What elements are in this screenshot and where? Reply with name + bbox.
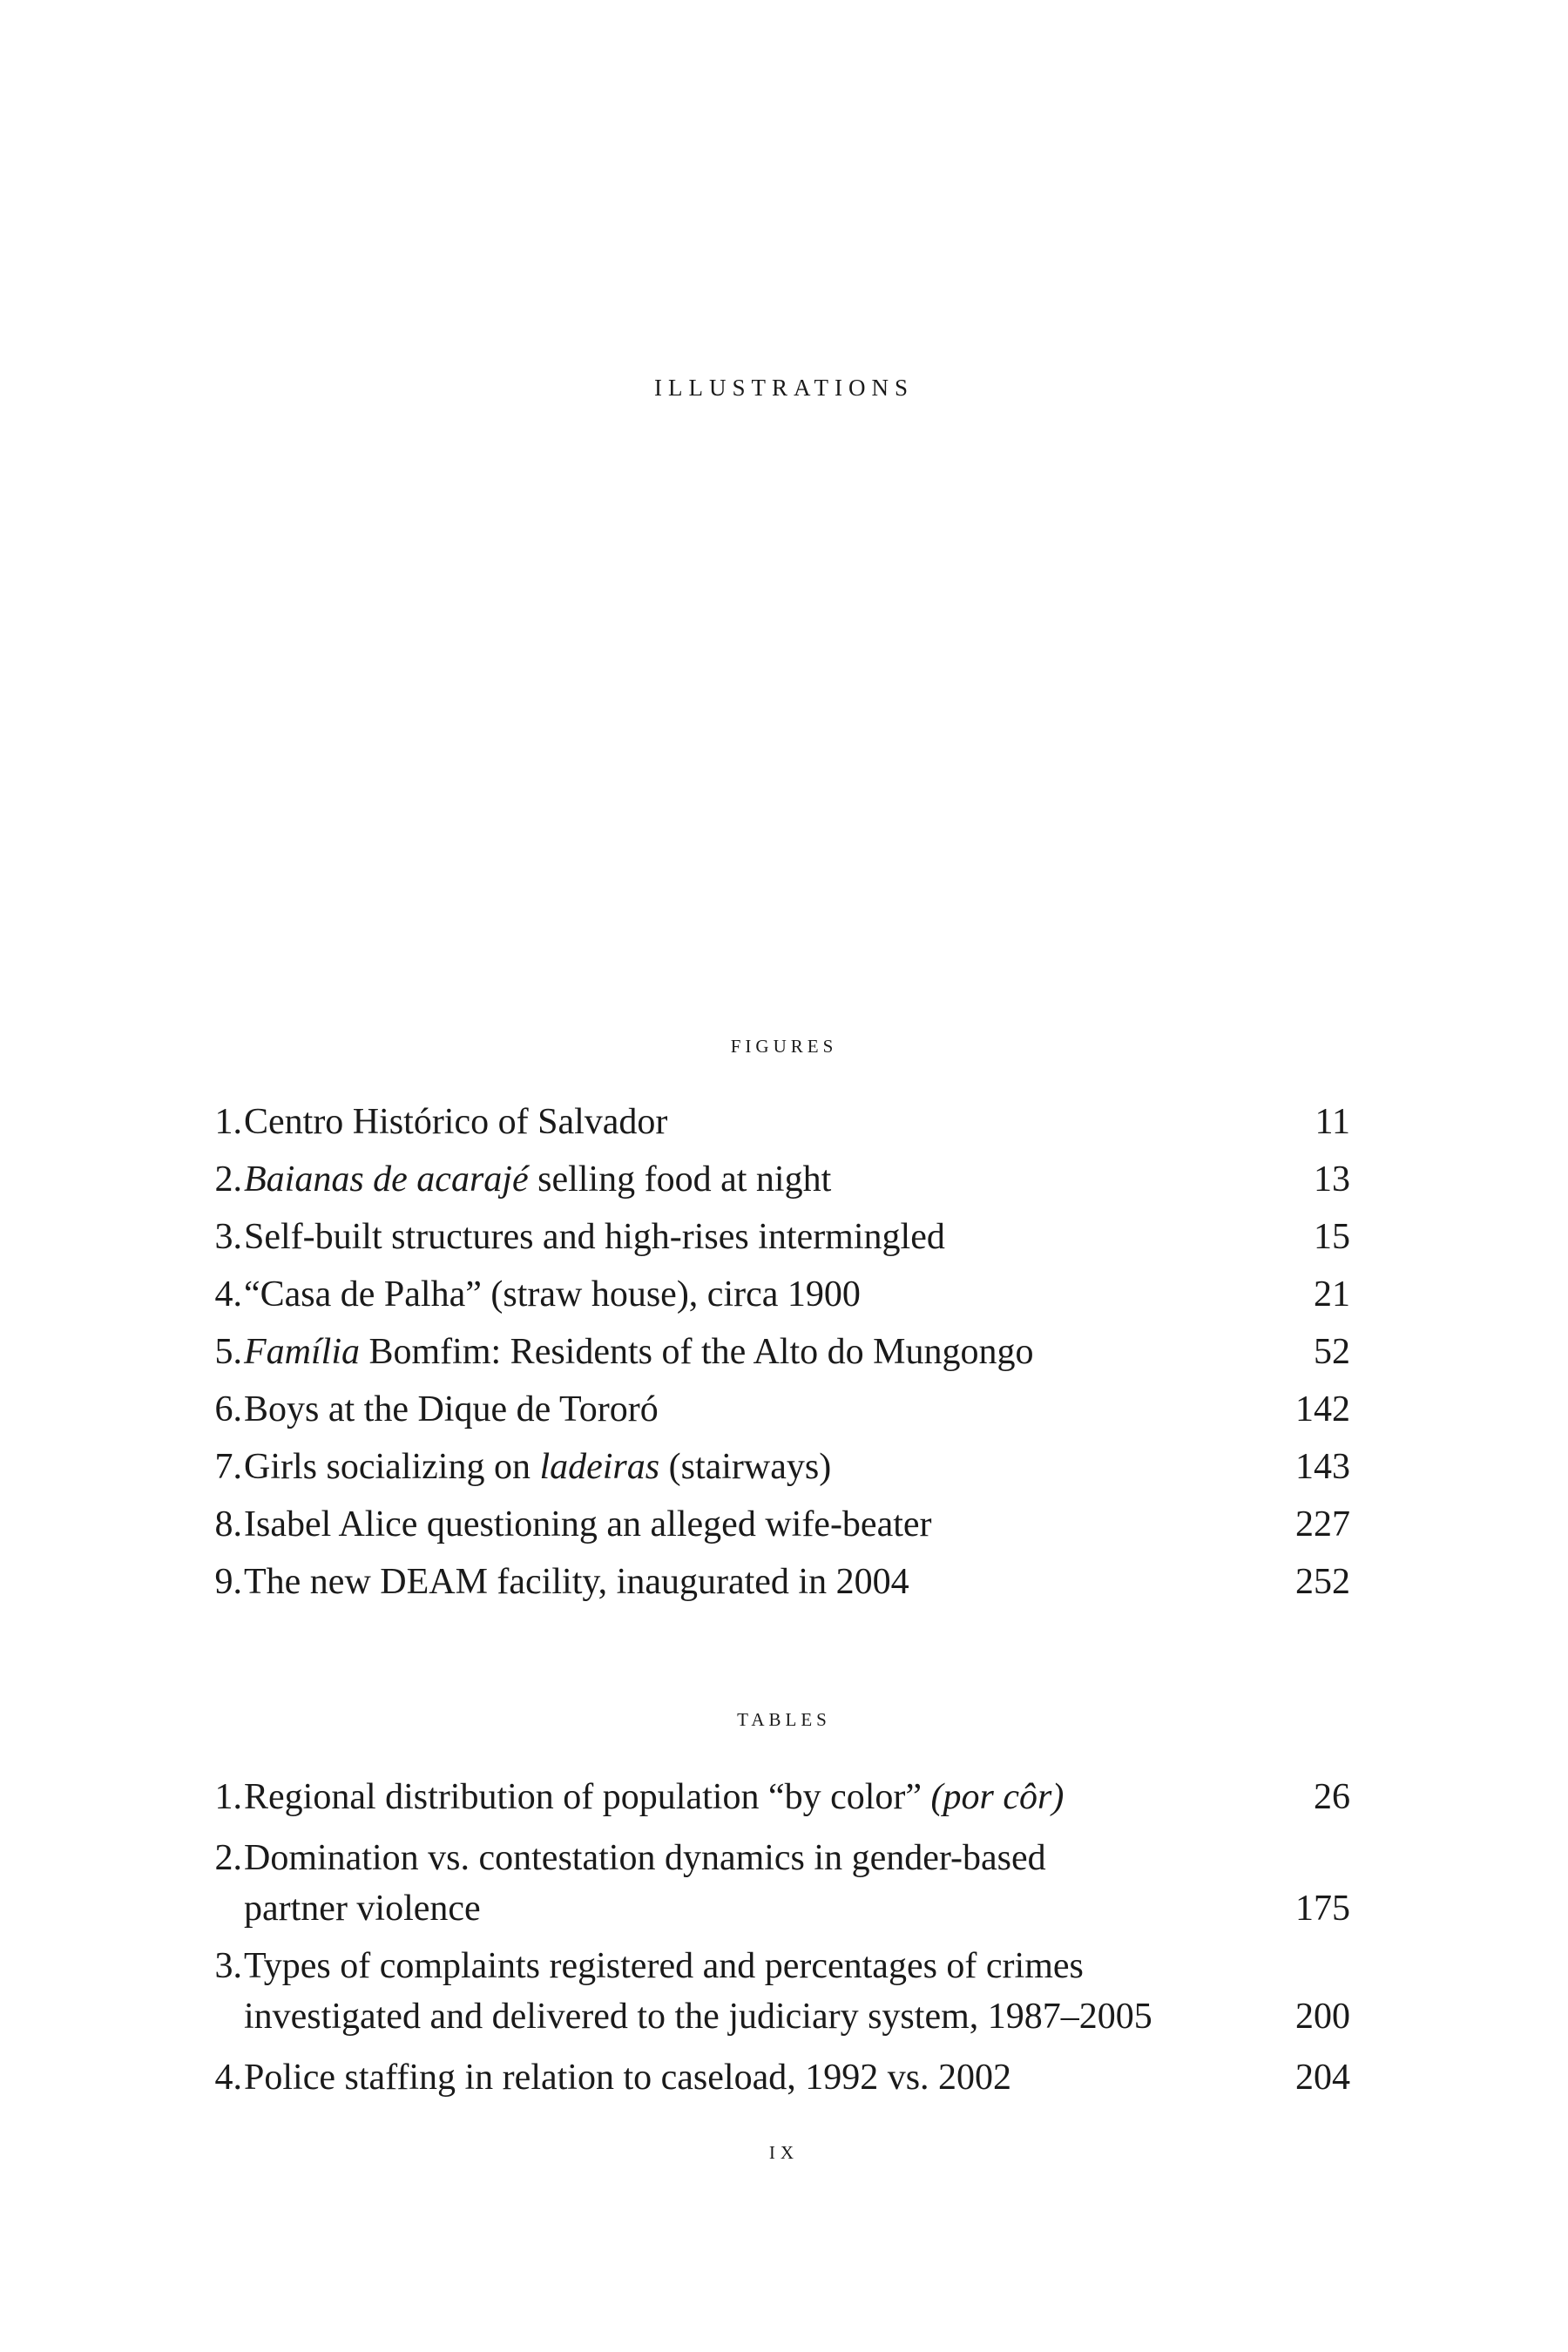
table-entry-4 xyxy=(192,2049,1350,2106)
tables-heading: tables xyxy=(737,1703,831,1732)
table-page: 175 xyxy=(1295,1889,1350,1929)
table-title-line-1: Types of complaints registered and percentages of crimes xyxy=(244,1946,1084,1986)
figure-page: 11 xyxy=(1315,1102,1350,1142)
figure-page: 52 xyxy=(1314,1332,1350,1372)
figure-page: 143 xyxy=(1295,1447,1350,1487)
figure-number: 7. xyxy=(214,1447,242,1487)
table-page: 200 xyxy=(1295,1997,1350,2037)
figure-entry-7 xyxy=(192,1438,1350,1496)
table-title: Police staffing in relation to caseload, 1992 vs. 2002 xyxy=(244,2058,1012,2098)
figure-number: 6. xyxy=(214,1389,242,1429)
table-entry-3 xyxy=(192,1941,1350,2042)
table-title-line-1: Domination vs. contestation dynamics in gender-based xyxy=(244,1838,1046,1878)
figure-page: 15 xyxy=(1314,1217,1350,1257)
table-page: 26 xyxy=(1314,1777,1350,1817)
figure-title: Isabel Alice questioning an alleged wife-beater xyxy=(244,1504,932,1544)
figure-page: 13 xyxy=(1314,1159,1350,1200)
figure-page: 227 xyxy=(1295,1504,1350,1544)
figure-entry-5 xyxy=(192,1323,1350,1381)
figure-title: Família Bomfim: Residents of the Alto do Mungongo xyxy=(244,1332,1034,1372)
table-number: 3. xyxy=(214,1946,242,1986)
page-number: ix xyxy=(768,2136,800,2165)
table-number: 1. xyxy=(214,1777,242,1817)
figure-title: “Casa de Palha” (straw house), circa 1900 xyxy=(244,1274,861,1315)
figure-page: 142 xyxy=(1295,1389,1350,1429)
table-title-line-2: partner violence xyxy=(244,1889,481,1929)
table-title-line-2: investigated and delivered to the judiciary system, 1987–2005 xyxy=(244,1997,1152,2037)
figure-title: Self-built structures and high-rises intermingled xyxy=(244,1217,945,1257)
table-title: Regional distribution of population “by color” (por côr) xyxy=(244,1777,1064,1817)
figure-page: 21 xyxy=(1314,1274,1350,1315)
figure-number: 3. xyxy=(214,1217,242,1257)
figure-number: 8. xyxy=(214,1504,242,1544)
table-entry-2 xyxy=(192,1833,1350,1934)
figure-entry-6 xyxy=(192,1381,1350,1438)
table-number: 2. xyxy=(214,1838,242,1878)
table-number: 4. xyxy=(214,2058,242,2098)
tables-list xyxy=(192,1768,1350,2106)
figure-entry-9 xyxy=(192,1553,1350,1611)
figure-title: Boys at the Dique de Tororó xyxy=(244,1389,659,1429)
figure-entry-8 xyxy=(192,1496,1350,1553)
figure-title: Girls socializing on ladeiras (stairways) xyxy=(244,1447,832,1487)
table-entry-1 xyxy=(192,1768,1350,1826)
figure-entry-1 xyxy=(192,1093,1350,1151)
figure-page: 252 xyxy=(1295,1562,1350,1602)
figure-number: 5. xyxy=(214,1332,242,1372)
figures-heading: figures xyxy=(730,1030,838,1058)
figure-number: 9. xyxy=(214,1562,242,1602)
figure-entry-4 xyxy=(192,1266,1350,1323)
figure-entry-3 xyxy=(192,1208,1350,1266)
figure-entry-2 xyxy=(192,1151,1350,1208)
figure-title: The new DEAM facility, inaugurated in 2004 xyxy=(244,1562,909,1602)
figure-number: 4. xyxy=(214,1274,242,1315)
figure-number: 1. xyxy=(214,1102,242,1142)
table-page: 204 xyxy=(1295,2058,1350,2098)
figures-list xyxy=(192,1093,1350,1611)
figure-number: 2. xyxy=(214,1159,242,1200)
figure-title: Baianas de acarajé selling food at night xyxy=(244,1159,832,1200)
figure-title: Centro Histórico of Salvador xyxy=(244,1102,668,1142)
page-title: illustrations xyxy=(654,367,914,403)
